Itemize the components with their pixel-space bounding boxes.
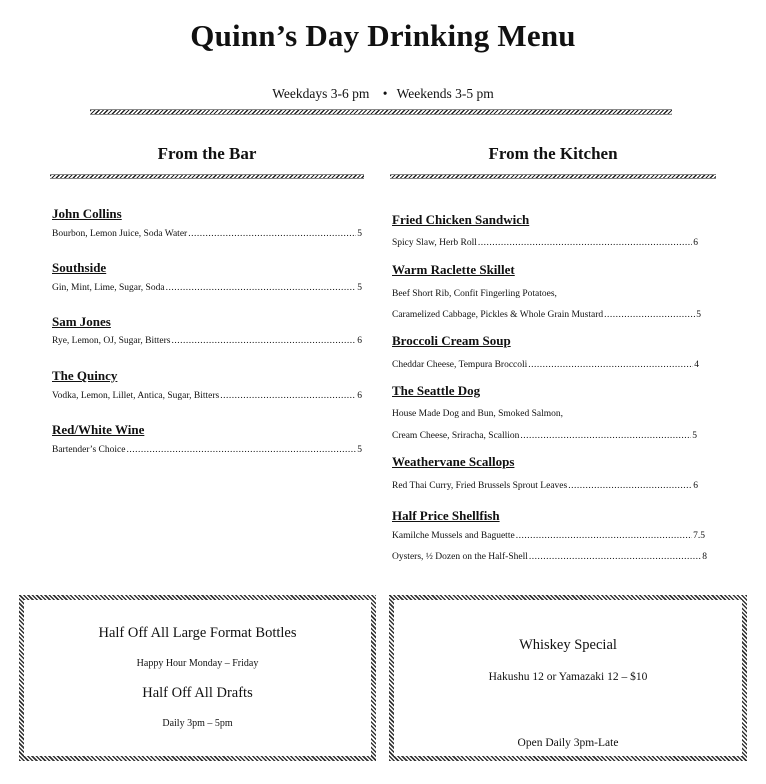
bar-item-line	[52, 391, 362, 401]
bar-item-price: 5	[357, 229, 362, 239]
bar-item-price: 5	[357, 283, 362, 293]
bar-item-line	[52, 336, 362, 346]
bar-item-name: Sam Jones	[52, 314, 111, 329]
dot-leader	[220, 391, 356, 401]
kitchen-item-desc: Oysters, ½ Dozen on the Half-Shell	[392, 552, 528, 562]
kitchen-item-name: Broccoli Cream Soup	[392, 333, 511, 348]
bar-item-price: 6	[357, 391, 362, 401]
kitchen-item-line	[392, 409, 563, 419]
bar-heading: From the Bar	[157, 144, 257, 163]
dot-leader	[520, 431, 691, 441]
kitchen-item-price: 8	[702, 552, 707, 562]
kitchen-item-price: 5	[696, 310, 701, 320]
kitchen-item-desc: House Made Dog and Bun, Smoked Salmon,	[392, 409, 563, 419]
kitchen-item-desc: Beef Short Rib, Confit Fingerling Potatoes,	[392, 289, 557, 299]
happy-hour-specials-box	[19, 595, 376, 761]
dot-leader	[478, 238, 692, 248]
kitchen-item-name: Fried Chicken Sandwich	[392, 212, 530, 227]
dot-leader	[172, 336, 357, 346]
bar-item-name: Red/White Wine	[52, 422, 145, 437]
drafts-hours: Daily 3pm – 5pm	[162, 718, 233, 729]
dot-leader	[126, 445, 356, 455]
bar-item-name: The Quincy	[52, 368, 118, 383]
kitchen-item-price: 6	[693, 238, 698, 248]
kitchen-item-price: 5	[692, 431, 697, 441]
kitchen-item-name: Half Price Shellfish	[392, 508, 500, 523]
bar-item-desc: Vodka, Lemon, Lillet, Antica, Sugar, Bitters	[52, 391, 220, 401]
dot-leader	[188, 229, 356, 239]
bar-item-desc: Bartender’s Choice	[52, 445, 126, 455]
kitchen-item-desc: Caramelized Cabbage, Pickles & Whole Grain Mustard	[392, 310, 604, 320]
dot-leader	[528, 360, 693, 370]
kitchen-item-name: Warm Raclette Skillet	[392, 262, 515, 277]
kitchen-item-desc: Spicy Slaw, Herb Roll	[392, 238, 477, 248]
drafts-offer: Half Off All Drafts	[142, 685, 253, 701]
weekend-hours: Weekends 3-5 pm	[396, 86, 494, 101]
kitchen-item-name: The Seattle Dog	[392, 383, 481, 398]
bar-item-desc: Rye, Lemon, OJ, Sugar, Bitters	[52, 336, 171, 346]
kitchen-item-desc: Red Thai Curry, Fried Brussels Sprout Leaves	[392, 481, 568, 491]
kitchen-item-desc: Cheddar Cheese, Tempura Broccoli	[392, 360, 528, 370]
kitchen-item-price: 4	[694, 360, 699, 370]
whiskey-special-box	[389, 595, 747, 761]
kitchen-item-line	[392, 289, 557, 299]
dot-leader	[516, 531, 692, 541]
kitchen-item-line	[392, 431, 697, 441]
whiskey-special-title: Whiskey Special	[519, 637, 617, 653]
dot-leader	[529, 552, 701, 562]
kitchen-item-desc: Cream Cheese, Sriracha, Scallion	[392, 431, 520, 441]
dot-leader	[604, 310, 695, 320]
menu-title: Quinn’s Day Drinking Menu	[190, 18, 576, 53]
kitchen-item-line	[392, 310, 701, 320]
kitchen-item-line	[392, 238, 698, 248]
kitchen-item-price: 6	[693, 481, 698, 491]
hours-separator: •	[382, 86, 388, 101]
kitchen-item-desc: Kamilche Mussels and Baguette	[392, 531, 515, 541]
kitchen-item-line	[392, 360, 699, 370]
kitchen-heading: From the Kitchen	[488, 144, 618, 163]
bar-item-price: 5	[357, 445, 362, 455]
kitchen-item-line	[392, 531, 705, 541]
kitchen-item-line	[392, 481, 698, 491]
whiskey-special-detail: Hakushu 12 or Yamazaki 12 – $10	[488, 671, 648, 683]
hours-line	[0, 86, 766, 102]
bar-item-line	[52, 283, 362, 293]
dot-leader	[166, 283, 357, 293]
kitchen-item-name: Weathervane Scallops	[392, 454, 515, 469]
bar-item-name: Southside	[52, 260, 107, 275]
kitchen-item-line	[392, 552, 707, 562]
large-format-bottles-offer: Half Off All Large Format Bottles	[98, 625, 297, 641]
bar-divider	[50, 174, 364, 179]
bar-item-desc: Gin, Mint, Lime, Sugar, Soda	[52, 283, 165, 293]
open-hours: Open Daily 3pm-Late	[517, 737, 619, 749]
kitchen-divider	[390, 174, 716, 179]
bar-item-price: 6	[357, 336, 362, 346]
kitchen-item-price: 7.5	[693, 531, 705, 541]
weekday-hours: Weekdays 3-6 pm	[272, 86, 370, 101]
happy-hour-days: Happy Hour Monday – Friday	[136, 658, 259, 669]
bar-item-desc: Bourbon, Lemon Juice, Soda Water	[52, 229, 188, 239]
bar-item-line	[52, 445, 362, 455]
bar-item-name: John Collins	[52, 206, 122, 221]
dot-leader	[568, 481, 692, 491]
bar-item-line	[52, 229, 362, 239]
top-divider	[90, 109, 672, 115]
